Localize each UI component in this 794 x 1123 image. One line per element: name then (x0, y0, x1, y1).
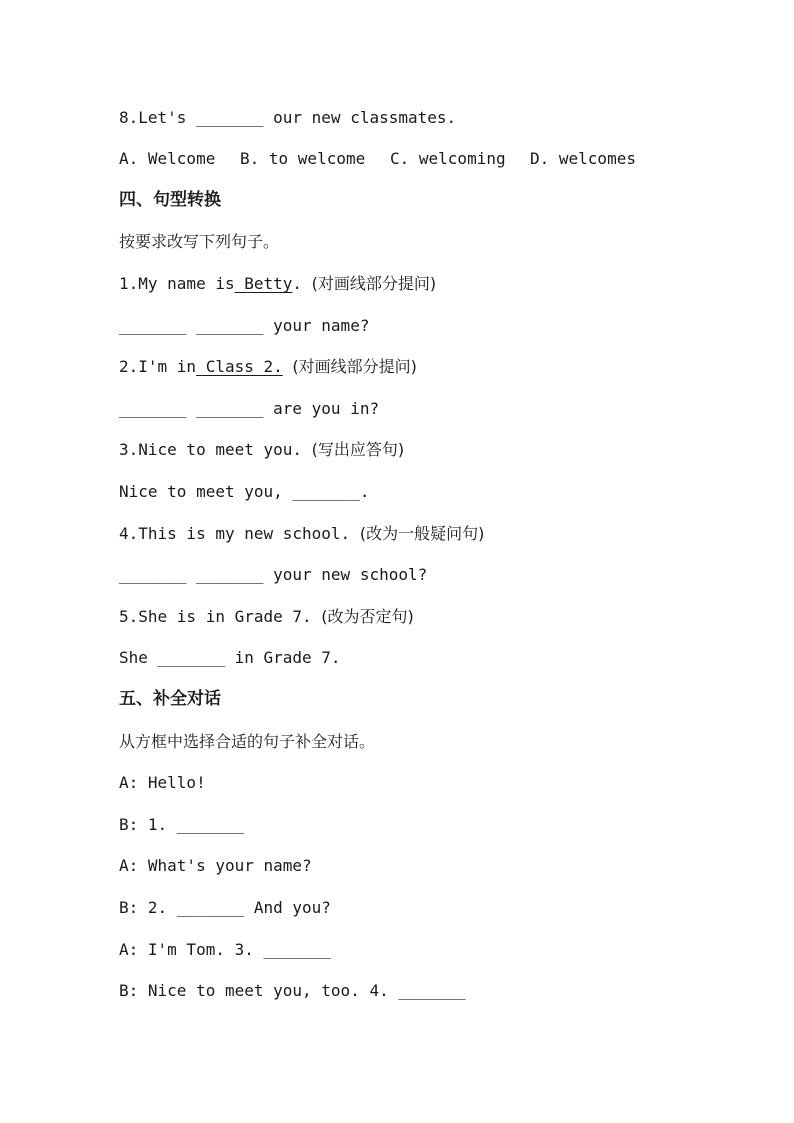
s4-item-5 (119, 606, 414, 628)
dialogue-line-6: B: Nice to meet you, too. 4. _______ (119, 981, 466, 1000)
dialogue-line-3: A: What's your name? (119, 856, 312, 875)
s4-item-4-note: (改为一般疑问句) (359, 524, 485, 543)
dialogue-line-1: A: Hello! (119, 773, 206, 792)
s4-item-5-answer: She _______ in Grade 7. (119, 648, 341, 667)
s4-item-3-answer: Nice to meet you, _______. (119, 482, 370, 501)
s4-item-4-answer: _______ _______ your new school? (119, 565, 428, 584)
q8-option-a: A. Welcome (119, 149, 216, 168)
section-5-title: 五、补全对话 (119, 689, 221, 709)
s4-item-3-before: 3.Nice to meet you. (119, 440, 312, 459)
s4-item-4 (119, 523, 484, 545)
s4-item-5-note: (改为否定句) (321, 607, 414, 626)
s4-item-2-answer: _______ _______ are you in? (119, 399, 380, 418)
s4-item-1-answer: _______ _______ your name? (119, 316, 370, 335)
s4-item-3-note: (写出应答句) (311, 440, 405, 459)
s4-item-1-before: 1.My name is (119, 274, 235, 293)
q8-option-d: D. welcomes (530, 149, 636, 168)
dialogue-line-4: B: 2. _______ And you? (119, 898, 331, 917)
q8-stem-before: 8.Let's (119, 108, 197, 127)
s4-item-1-after: . (292, 274, 312, 293)
s4-item-2-note: (对画线部分提问) (292, 357, 417, 376)
s4-item-4-before: 4.This is my new school. (119, 524, 360, 543)
q8-blank: _______ (196, 108, 264, 127)
s4-item-2-before: 2.I'm in (119, 357, 197, 376)
s4-item-2-underlined: Class 2. (196, 357, 283, 376)
q8-options (119, 148, 636, 170)
s4-item-2-after (283, 357, 293, 376)
section-4-title: 四、句型转换 (119, 190, 221, 210)
dialogue-line-2: B: 1. _______ (119, 815, 245, 834)
s4-item-3 (119, 439, 404, 461)
q8-option-b: B. to welcome (240, 149, 366, 168)
section-5-instruction: 从方框中选择合适的句子补全对话。 (119, 732, 376, 751)
s4-item-1-note: (对画线部分提问) (311, 274, 437, 293)
section-4-instruction: 按要求改写下列句子。 (119, 232, 280, 251)
dialogue-line-5: A: I'm Tom. 3. _______ (119, 940, 331, 959)
s4-item-5-before: 5.She is in Grade 7. (119, 607, 322, 626)
q8-stem-after: our new classmates. (263, 108, 457, 127)
question-8 (119, 107, 456, 129)
s4-item-2 (119, 356, 417, 378)
s4-item-1-underlined: Betty (234, 274, 293, 293)
q8-option-c: C. welcoming (390, 149, 506, 168)
s4-item-1 (119, 273, 436, 295)
